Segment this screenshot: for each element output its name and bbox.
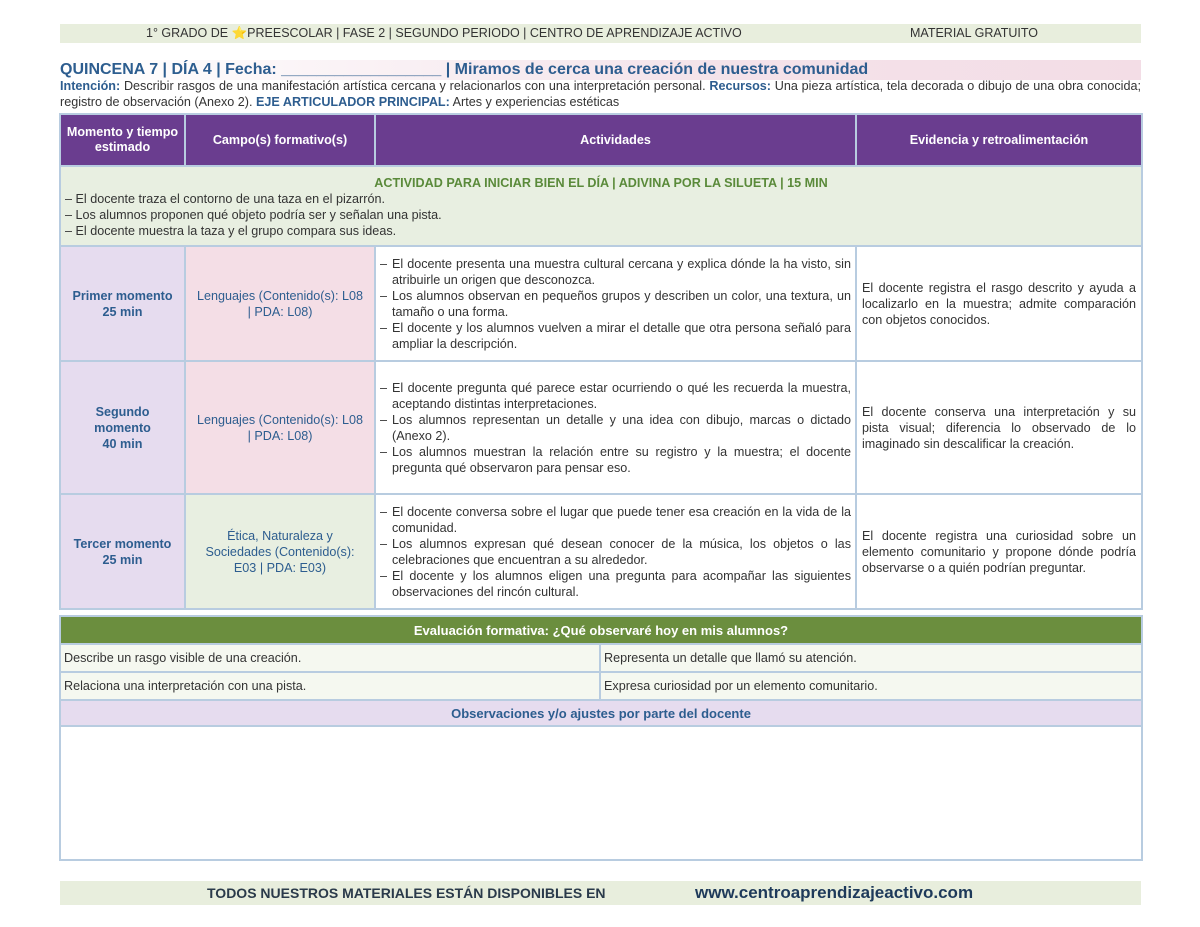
table-row [60,361,1142,494]
page-title: QUINCENA 7 | DÍA 4 | Fecha: __________________ | Miramos de cerca una creación de nuestra comunidad [60,60,1141,80]
activity-item: – El docente presenta una muestra cultural cercana y explica dónde la ha visto, sin atribuirle un origen que desconozca. [380,256,851,288]
table-row [60,246,1142,361]
moment-name: Segundo momento [94,404,151,435]
moment-time: 25 min [102,304,143,319]
footer-link[interactable]: www.centroaprendizajeactivo.com [695,883,974,902]
evaluation-item: Expresa curiosidad por un elemento comunitario. [600,672,1142,700]
activity-item: – Los alumnos muestran la relación entre su registro y la muestra; el docente pregunta qué observaron para pensar eso. [380,444,851,476]
activity-item: – El docente conversa sobre el lugar que puede tener esa creación en la vida de la comunidad. [380,504,851,536]
moment-name: Tercer momento [73,536,172,551]
header-campo: Campo(s) formativo(s) [185,114,375,166]
evaluation-item: Representa un detalle que llamó su atención. [600,644,1142,672]
warmup-title: ACTIVIDAD PARA INICIAR BIEN EL DÍA | ADIVINA POR LA SILUETA | 15 MIN [374,176,828,190]
activity-item: – El docente y los alumnos vuelven a mirar el detalle que otra persona señaló para ampliar la descripción. [380,320,851,352]
eje-label: EJE ARTICULADOR PRINCIPAL: [256,94,450,109]
recursos-text: Una pieza artística, tela decorada o dibujo de una obra conocida; registro de observación (Anexo 2). [60,79,1141,109]
warmup-row [60,166,1142,246]
eje-text: Artes y experiencias estéticas [449,94,620,109]
grade-info [146,24,742,43]
header-actividades: Actividades [375,114,856,166]
activity-item: – Los alumnos expresan qué desean conocer de la música, los objetos o las celebraciones que encuentran a su alrededor. [380,536,851,568]
moment-time: 25 min [102,552,143,567]
evidence-cell: El docente registra una curiosidad sobre un elemento comunitario y propone dónde podría observarse o a quién podrían preguntar. [856,494,1142,609]
header-evidencia: Evidencia y retroalimentación [856,114,1142,166]
campo-cell: Lenguajes (Contenido(s): L08 | PDA: L08) [185,246,375,361]
campo-cell: Ética, Naturaleza y Sociedades (Contenido(s): E03 | PDA: E03) [185,494,375,609]
header-momento: Momento y tiempo estimado [60,114,185,166]
evaluation-item: Describe un rasgo visible de una creación. [60,644,600,672]
activity-item: – El docente y los alumnos eligen una pregunta para acompañar las siguientes observaciones del rincón cultural. [380,568,851,600]
star-icon: ⭐ [231,26,248,40]
footer-banner [60,881,1141,905]
warmup-cell [60,166,1142,246]
grade-suffix: PREESCOLAR | FASE 2 | SEGUNDO PERIODO | CENTRO DE APRENDIZAJE ACTIVO [247,26,742,40]
activity-item: – El docente pregunta qué parece estar ocurriendo o qué les recuerda la muestra, aceptando distintas interpretaciones. [380,380,851,412]
activities-cell [375,494,856,609]
plan-table [59,113,1143,610]
evaluation-title: Evaluación formativa: ¿Qué observaré hoy en mis alumnos? [60,616,1142,644]
intencion-label: Intención: [60,79,121,93]
grade-prefix: 1° GRADO DE [146,26,232,40]
moment-time: 40 min [102,436,143,451]
material-label: MATERIAL GRATUITO [910,26,1039,40]
moment-cell [60,361,185,494]
warmup-line: – El docente muestra la taza y el grupo compara sus ideas. [65,224,397,238]
evidence-cell: El docente registra el rasgo descrito y ayuda a localizarlo en la muestra; admite comparación con objetos conocidos. [856,246,1142,361]
table-row [60,494,1142,609]
evidence-cell: El docente conserva una interpretación y su pista visual; diferencia lo observado de lo imaginado sin descalificar la creación. [856,361,1142,494]
top-banner [60,24,1141,43]
table-header-row [60,114,1142,166]
evaluation-item: Relaciona una interpretación con una pista. [60,672,600,700]
observations-title: Observaciones y/o ajustes por parte del docente [60,700,1142,726]
moment-name: Primer momento [72,288,173,303]
warmup-line: – Los alumnos proponen qué objeto podría ser y señalan una pista. [65,208,442,222]
campo-cell: Lenguajes (Contenido(s): L08 | PDA: L08) [185,361,375,494]
intent-paragraph [60,79,1141,110]
observations-area[interactable] [60,726,1142,860]
moment-cell [60,246,185,361]
warmup-line: – El docente traza el contorno de una taza en el pizarrón. [65,192,385,206]
activities-cell [375,361,856,494]
intencion-text: Describir rasgos de una manifestación artística cercana y relacionarlos con una interpretación personal. [120,79,710,93]
activities-cell [375,246,856,361]
moment-cell [60,494,185,609]
evaluation-table [59,615,1143,861]
recursos-label: Recursos: [709,79,771,93]
activity-item: – Los alumnos representan un detalle y una idea con dibujo, marcas o dictado (Anexo 2). [380,412,851,444]
activity-item: – Los alumnos observan en pequeños grupos y describen un color, una textura, un tamaño o una forma. [380,288,851,320]
footer-text: TODOS NUESTROS MATERIALES ESTÁN DISPONIBLES EN [207,885,606,901]
